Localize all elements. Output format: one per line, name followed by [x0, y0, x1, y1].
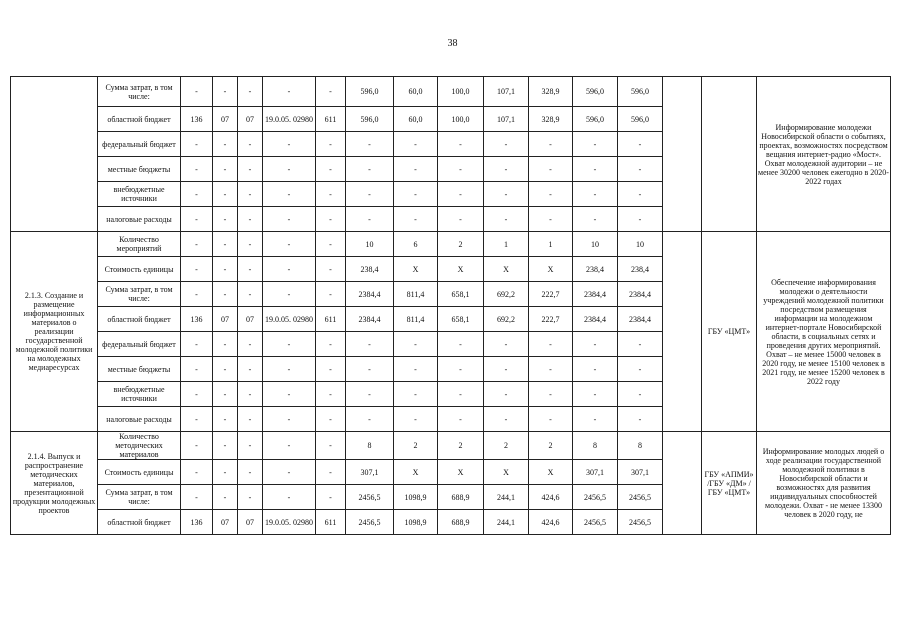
subsection-cell: 07: [238, 307, 263, 332]
indicator-cell: областной бюджет: [98, 307, 181, 332]
year-6-cell: 2384,4: [618, 282, 663, 307]
year-5-cell: 238,4: [573, 257, 618, 282]
year-4-cell: 222,7: [529, 282, 573, 307]
target-article-cell: -: [263, 257, 316, 282]
year-5-cell: -: [573, 157, 618, 182]
indicator-cell: Стоимость единицы: [98, 460, 181, 485]
year-5-cell: 2384,4: [573, 282, 618, 307]
year-6-cell: 307,1: [618, 460, 663, 485]
target-article-cell: -: [263, 485, 316, 510]
total-cell: -: [346, 332, 394, 357]
target-article-cell: 19.0.05. 02980: [263, 107, 316, 132]
grbs-cell: -: [181, 332, 213, 357]
subsection-cell: -: [238, 357, 263, 382]
indicator-cell: Количество мероприятий: [98, 232, 181, 257]
page-number: 38: [447, 38, 458, 49]
year-6-cell: -: [618, 132, 663, 157]
section-cell: -: [213, 132, 238, 157]
year-6-cell: 8: [618, 432, 663, 460]
indicator-cell: Сумма затрат, в том числе:: [98, 77, 181, 107]
year-4-cell: -: [529, 207, 573, 232]
year-1-cell: -: [394, 182, 438, 207]
table-row: [11, 77, 891, 107]
year-6-cell: 2456,5: [618, 485, 663, 510]
expense-type-cell: -: [316, 407, 346, 432]
year-6-cell: 2456,5: [618, 510, 663, 535]
section-cell: 07: [213, 107, 238, 132]
grbs-cell: 136: [181, 510, 213, 535]
total-cell: 2384,4: [346, 282, 394, 307]
expense-type-cell: -: [316, 132, 346, 157]
year-1-cell: -: [394, 382, 438, 407]
year-6-cell: 238,4: [618, 257, 663, 282]
expense-type-cell: 611: [316, 307, 346, 332]
year-3-cell: X: [484, 257, 529, 282]
year-2-cell: -: [438, 407, 484, 432]
year-3-cell: 692,2: [484, 282, 529, 307]
year-4-cell: 2: [529, 432, 573, 460]
subsection-cell: -: [238, 77, 263, 107]
year-3-cell: -: [484, 382, 529, 407]
expected-result-cell: Информирование молодежи Новосибирской области о событиях, проектах, возможностях посредством вещания интернет-радио «Мост». Охват молодежной аудитории – не менее 30200 человек ежегодно в 2020-2022 годах: [757, 77, 891, 232]
year-2-cell: -: [438, 382, 484, 407]
subsection-cell: -: [238, 207, 263, 232]
total-cell: 307,1: [346, 460, 394, 485]
year-4-cell: -: [529, 182, 573, 207]
year-4-cell: X: [529, 257, 573, 282]
year-2-cell: -: [438, 132, 484, 157]
year-6-cell: -: [618, 207, 663, 232]
indicator-cell: Сумма затрат, в том числе:: [98, 485, 181, 510]
indicator-cell: внебюджетные источники: [98, 182, 181, 207]
year-6-cell: -: [618, 357, 663, 382]
expense-type-cell: 611: [316, 510, 346, 535]
expense-type-cell: -: [316, 382, 346, 407]
year-1-cell: -: [394, 332, 438, 357]
year-4-cell: 328,9: [529, 77, 573, 107]
indicator-cell: налоговые расходы: [98, 207, 181, 232]
year-5-cell: -: [573, 357, 618, 382]
grbs-cell: -: [181, 485, 213, 510]
executor-cell: [702, 77, 757, 232]
year-4-cell: -: [529, 407, 573, 432]
target-article-cell: -: [263, 357, 316, 382]
subsection-cell: -: [238, 382, 263, 407]
year-2-cell: 2: [438, 432, 484, 460]
section-cell: -: [213, 332, 238, 357]
section-cell: -: [213, 182, 238, 207]
grbs-cell: -: [181, 77, 213, 107]
year-4-cell: -: [529, 157, 573, 182]
section-cell: -: [213, 382, 238, 407]
year-3-cell: -: [484, 357, 529, 382]
year-3-cell: -: [484, 332, 529, 357]
year-1-cell: 6: [394, 232, 438, 257]
target-article-cell: 19.0.05. 02980: [263, 307, 316, 332]
year-3-cell: 244,1: [484, 485, 529, 510]
budget-table: [10, 76, 891, 535]
target-article-cell: -: [263, 382, 316, 407]
total-cell: 2384,4: [346, 307, 394, 332]
expense-type-cell: -: [316, 460, 346, 485]
activity-cell: 2.1.4. Выпуск и распространение методических материалов, презентационной продукции молодежных проектов: [11, 432, 98, 535]
grbs-cell: -: [181, 132, 213, 157]
year-1-cell: -: [394, 207, 438, 232]
grbs-cell: -: [181, 232, 213, 257]
year-3-cell: -: [484, 407, 529, 432]
subsection-cell: -: [238, 432, 263, 460]
grbs-cell: 136: [181, 307, 213, 332]
subsection-cell: -: [238, 332, 263, 357]
expense-type-cell: -: [316, 207, 346, 232]
section-cell: -: [213, 257, 238, 282]
target-article-cell: -: [263, 282, 316, 307]
target-article-cell: 19.0.05. 02980: [263, 510, 316, 535]
year-5-cell: -: [573, 332, 618, 357]
year-5-cell: -: [573, 382, 618, 407]
expense-type-cell: -: [316, 77, 346, 107]
total-cell: -: [346, 157, 394, 182]
year-2-cell: X: [438, 257, 484, 282]
subsection-cell: -: [238, 407, 263, 432]
year-1-cell: 60,0: [394, 77, 438, 107]
subsection-cell: -: [238, 157, 263, 182]
target-article-cell: -: [263, 132, 316, 157]
indicator-cell: федеральный бюджет: [98, 132, 181, 157]
total-cell: 2456,5: [346, 485, 394, 510]
year-2-cell: X: [438, 460, 484, 485]
expense-type-cell: -: [316, 157, 346, 182]
expense-type-cell: -: [316, 332, 346, 357]
year-4-cell: -: [529, 332, 573, 357]
year-5-cell: 10: [573, 232, 618, 257]
grbs-cell: -: [181, 157, 213, 182]
section-cell: -: [213, 232, 238, 257]
expense-type-cell: -: [316, 485, 346, 510]
table-row: [11, 432, 891, 460]
year-6-cell: -: [618, 157, 663, 182]
year-5-cell: 8: [573, 432, 618, 460]
year-6-cell: -: [618, 332, 663, 357]
total-cell: -: [346, 407, 394, 432]
year-6-cell: -: [618, 382, 663, 407]
indicator-cell: местные бюджеты: [98, 357, 181, 382]
indicator-cell: Стоимость единицы: [98, 257, 181, 282]
total-cell: 2456,5: [346, 510, 394, 535]
indicator-cell: федеральный бюджет: [98, 332, 181, 357]
year-4-cell: -: [529, 382, 573, 407]
spacer-cell: [663, 232, 702, 432]
year-6-cell: -: [618, 407, 663, 432]
year-6-cell: 2384,4: [618, 307, 663, 332]
grbs-cell: 136: [181, 107, 213, 132]
section-cell: -: [213, 485, 238, 510]
year-5-cell: 2384,4: [573, 307, 618, 332]
expense-type-cell: 611: [316, 107, 346, 132]
year-2-cell: 688,9: [438, 510, 484, 535]
total-cell: -: [346, 207, 394, 232]
activity-cell: [11, 77, 98, 232]
year-1-cell: 1098,9: [394, 510, 438, 535]
table-row: [11, 232, 891, 257]
grbs-cell: -: [181, 207, 213, 232]
section-cell: -: [213, 77, 238, 107]
year-3-cell: 2: [484, 432, 529, 460]
year-3-cell: 244,1: [484, 510, 529, 535]
expected-result-cell: Обеспечение информирования молодежи о деятельности учреждений молодежной политики посредством размещения информации на молодежном интернет-портале Новосибирской области, в социальных сетях и проведения других мероприятий. Охват – не менее 15000 человек в 2020 году, не менее 15100 человек в 2021 году, не менее 15200 человек в 2022 году: [757, 232, 891, 432]
indicator-cell: внебюджетные источники: [98, 382, 181, 407]
year-2-cell: -: [438, 157, 484, 182]
indicator-cell: местные бюджеты: [98, 157, 181, 182]
subsection-cell: -: [238, 460, 263, 485]
subsection-cell: -: [238, 485, 263, 510]
target-article-cell: -: [263, 407, 316, 432]
section-cell: -: [213, 282, 238, 307]
target-article-cell: -: [263, 460, 316, 485]
year-1-cell: -: [394, 357, 438, 382]
total-cell: 596,0: [346, 77, 394, 107]
year-5-cell: -: [573, 207, 618, 232]
year-3-cell: 692,2: [484, 307, 529, 332]
section-cell: -: [213, 357, 238, 382]
year-1-cell: 811,4: [394, 282, 438, 307]
expense-type-cell: -: [316, 257, 346, 282]
year-1-cell: 2: [394, 432, 438, 460]
indicator-cell: Количество методических материалов: [98, 432, 181, 460]
target-article-cell: -: [263, 332, 316, 357]
year-3-cell: -: [484, 182, 529, 207]
year-1-cell: -: [394, 157, 438, 182]
expense-type-cell: -: [316, 432, 346, 460]
year-3-cell: -: [484, 157, 529, 182]
target-article-cell: -: [263, 77, 316, 107]
year-2-cell: -: [438, 207, 484, 232]
year-5-cell: 596,0: [573, 107, 618, 132]
year-5-cell: -: [573, 182, 618, 207]
section-cell: -: [213, 407, 238, 432]
spacer-cell: [663, 432, 702, 535]
year-3-cell: X: [484, 460, 529, 485]
grbs-cell: -: [181, 407, 213, 432]
year-1-cell: X: [394, 257, 438, 282]
year-2-cell: -: [438, 357, 484, 382]
total-cell: 10: [346, 232, 394, 257]
expense-type-cell: -: [316, 182, 346, 207]
grbs-cell: -: [181, 182, 213, 207]
subsection-cell: -: [238, 257, 263, 282]
year-5-cell: 2456,5: [573, 510, 618, 535]
section-cell: 07: [213, 307, 238, 332]
target-article-cell: -: [263, 157, 316, 182]
year-5-cell: 307,1: [573, 460, 618, 485]
year-2-cell: 658,1: [438, 307, 484, 332]
expense-type-cell: -: [316, 357, 346, 382]
year-2-cell: -: [438, 182, 484, 207]
year-1-cell: 1098,9: [394, 485, 438, 510]
year-2-cell: 100,0: [438, 107, 484, 132]
indicator-cell: областной бюджет: [98, 510, 181, 535]
subsection-cell: 07: [238, 107, 263, 132]
total-cell: -: [346, 382, 394, 407]
year-6-cell: 10: [618, 232, 663, 257]
year-4-cell: -: [529, 357, 573, 382]
year-3-cell: 1: [484, 232, 529, 257]
year-4-cell: 424,6: [529, 485, 573, 510]
subsection-cell: -: [238, 282, 263, 307]
subsection-cell: 07: [238, 510, 263, 535]
year-2-cell: 100,0: [438, 77, 484, 107]
year-2-cell: 2: [438, 232, 484, 257]
year-2-cell: -: [438, 332, 484, 357]
subsection-cell: -: [238, 132, 263, 157]
subsection-cell: -: [238, 232, 263, 257]
year-5-cell: 596,0: [573, 77, 618, 107]
year-4-cell: 328,9: [529, 107, 573, 132]
section-cell: -: [213, 157, 238, 182]
year-3-cell: 107,1: [484, 77, 529, 107]
expense-type-cell: -: [316, 232, 346, 257]
total-cell: 8: [346, 432, 394, 460]
year-4-cell: X: [529, 460, 573, 485]
grbs-cell: -: [181, 357, 213, 382]
grbs-cell: -: [181, 257, 213, 282]
grbs-cell: -: [181, 382, 213, 407]
section-cell: 07: [213, 510, 238, 535]
indicator-cell: Сумма затрат, в том числе:: [98, 282, 181, 307]
indicator-cell: областной бюджет: [98, 107, 181, 132]
year-6-cell: 596,0: [618, 77, 663, 107]
year-4-cell: 222,7: [529, 307, 573, 332]
section-cell: -: [213, 460, 238, 485]
year-3-cell: 107,1: [484, 107, 529, 132]
year-1-cell: X: [394, 460, 438, 485]
year-5-cell: -: [573, 407, 618, 432]
total-cell: 596,0: [346, 107, 394, 132]
indicator-cell: налоговые расходы: [98, 407, 181, 432]
year-4-cell: 1: [529, 232, 573, 257]
target-article-cell: -: [263, 432, 316, 460]
spacer-cell: [663, 77, 702, 232]
section-cell: -: [213, 432, 238, 460]
total-cell: -: [346, 132, 394, 157]
grbs-cell: -: [181, 432, 213, 460]
executor-cell: ГБУ «АПМИ» /ГБУ «ДМ» / ГБУ «ЦМТ»: [702, 432, 757, 535]
total-cell: 238,4: [346, 257, 394, 282]
year-1-cell: -: [394, 132, 438, 157]
activity-cell: 2.1.3. Создание и размещение информационных материалов о реализации государственной молодежной политики на молодежных медиаресурсах: [11, 232, 98, 432]
year-6-cell: 596,0: [618, 107, 663, 132]
executor-cell: ГБУ «ЦМТ»: [702, 232, 757, 432]
year-1-cell: -: [394, 407, 438, 432]
section-cell: -: [213, 207, 238, 232]
year-5-cell: 2456,5: [573, 485, 618, 510]
year-4-cell: 424,6: [529, 510, 573, 535]
grbs-cell: -: [181, 282, 213, 307]
grbs-cell: -: [181, 460, 213, 485]
year-4-cell: -: [529, 132, 573, 157]
year-5-cell: -: [573, 132, 618, 157]
year-1-cell: 811,4: [394, 307, 438, 332]
total-cell: -: [346, 182, 394, 207]
expense-type-cell: -: [316, 282, 346, 307]
total-cell: -: [346, 357, 394, 382]
expected-result-cell: Информирование молодых людей о ходе реализации государственной молодежной политики в Новосибирской области и возможностях для развития индивидуальных способностей молодежи. Охват - не менее 13300 человек в 2020 году, не: [757, 432, 891, 535]
subsection-cell: -: [238, 182, 263, 207]
year-2-cell: 658,1: [438, 282, 484, 307]
year-1-cell: 60,0: [394, 107, 438, 132]
target-article-cell: -: [263, 182, 316, 207]
target-article-cell: -: [263, 232, 316, 257]
year-6-cell: -: [618, 182, 663, 207]
year-3-cell: -: [484, 132, 529, 157]
target-article-cell: -: [263, 207, 316, 232]
year-3-cell: -: [484, 207, 529, 232]
year-2-cell: 688,9: [438, 485, 484, 510]
